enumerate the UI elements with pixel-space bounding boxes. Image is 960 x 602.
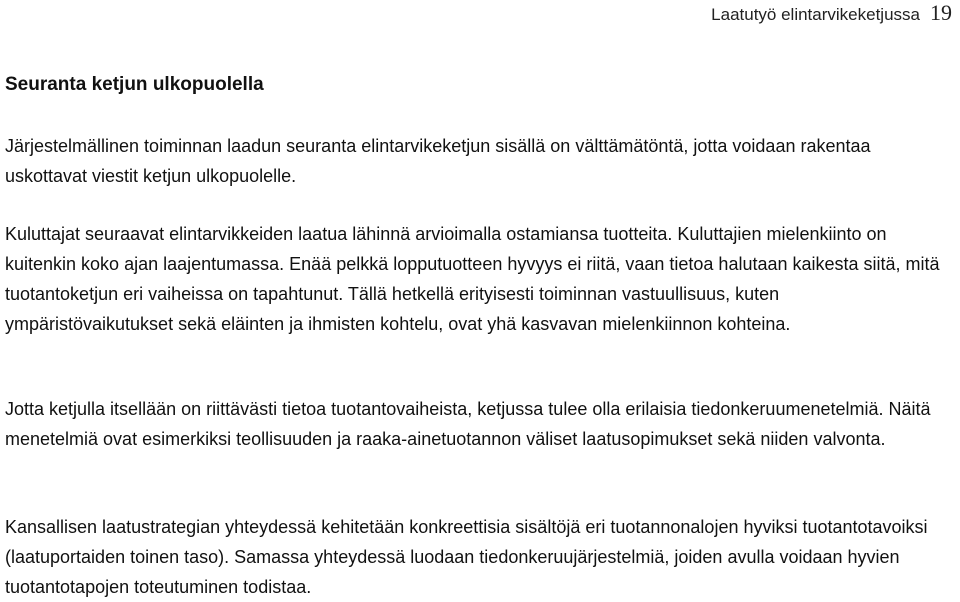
- paragraph-1: Järjestelmällinen toiminnan laadun seuranta elintarvikeketjun sisällä on välttämätöntä, jotta voidaan rakentaa uskottavat viestit ketjun ulkopuolelle.: [5, 136, 871, 186]
- paragraph-4: Kansallisen laatustrategian yhteydessä kehitetään konkreettisia sisältöjä eri tuotannonalojen hyviksi tuotantotavoiksi (laatuportaiden toinen taso). Samassa yhteydessä luodaan tiedonkeruujärjestelmiä, joiden avulla voidaan hyvien tuotantotapojen toteutuminen todistaa.: [5, 517, 928, 597]
- paragraph-3: Jotta ketjulla itsellään on riittävästi tietoa tuotantovaiheista, ketjussa tulee olla erilaisia tiedonkeruumenetelmiä. Näitä menetelmiä ovat esimerkiksi teollisuuden ja raaka-ainetuotannon väliset laatusopimukset sekä niiden valvonta.: [5, 399, 931, 449]
- running-header: [711, 0, 952, 26]
- running-title: Laatutyö elintarvikeketjussa: [711, 5, 920, 24]
- section-heading: Seuranta ketjun ulkopuolella: [5, 74, 264, 95]
- page-number: 19: [930, 0, 952, 25]
- paragraph-2: Kuluttajat seuraavat elintarvikkeiden laatua lähinnä arvioimalla ostamiansa tuotteita. Kuluttajien mielenkiinto on kuitenkin koko ajan laajentumassa. Enää pelkkä lopputuotteen hyvyys ei riitä, vaan tietoa halutaan kaikesta siitä, mitä tuotantoketjun eri vaiheissa on tapahtunut. Tällä hetkellä erityisesti toiminnan vastuullisuus, kuten ympäristövaikutukset sekä eläinten ja ihmisten kohtelu, ovat yhä kasvavan mielenkiinnon kohteina.: [5, 224, 940, 334]
